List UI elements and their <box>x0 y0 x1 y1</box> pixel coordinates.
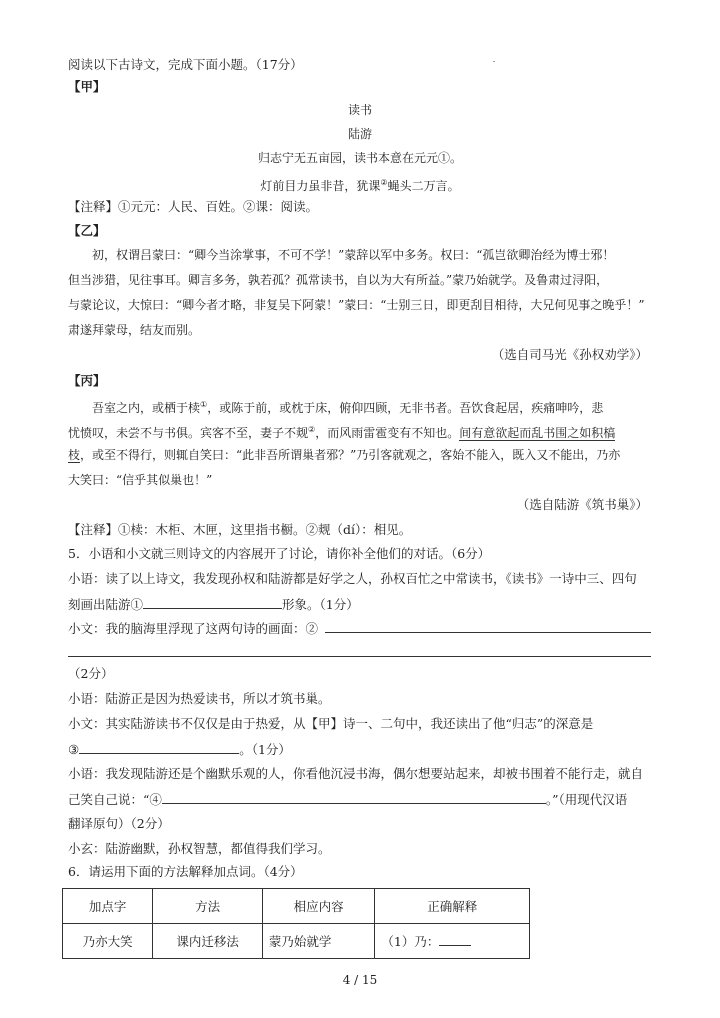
q6-prompt: 6．请运用下面的方法解释加点词。（4分） <box>68 864 303 879</box>
answer-blank-4[interactable] <box>162 790 546 804</box>
section-yi-label: 【乙】 <box>68 223 106 238</box>
answer-blank-3[interactable] <box>79 740 239 754</box>
section-yi-line-3: 与蒙论议，大惊曰：“卿今者才略，非复吴下阿蒙！”蒙曰：“士别三日，即更刮目相待，大兄何见事之晚乎！” <box>68 298 645 312</box>
page-number: 4 / 15 <box>342 973 378 987</box>
section-bing-line-2 <box>68 421 615 442</box>
poem-title: 读书 <box>347 103 372 117</box>
answer-cell[interactable] <box>375 924 530 959</box>
section-yi-line-2: 但当涉猎，见往事耳。卿言多务，孰若孤？孤常读书，自以为大有所益。”蒙乃始就学。及鲁肃过浔阳， <box>68 273 609 287</box>
poem-author: 陆游 <box>347 127 372 141</box>
q5-line-4: （2分） <box>68 666 114 681</box>
section-bing-source: （选自陆游《筑书巢》） <box>516 497 648 512</box>
section-yi-line-1: 初，权谓吕蒙曰：“卿今当涂掌事，不可不学！”蒙辞以军中多务。权曰：“孤岂欲卿治经为博士邪！ <box>92 248 615 262</box>
q5-prompt: 5．小语和小文就三则诗文的内容展开了讨论，请你补全他们的对话。（6分） <box>68 546 491 561</box>
answer-blank-1[interactable] <box>143 595 282 609</box>
table-cell: 乃亦大笑 <box>63 924 153 959</box>
poem-line-2-part-a: 灯前目力虽非昔，犹课 <box>260 179 381 193</box>
underlined-sentence-part-1: 间有意欲起而乱书围之如积槁 <box>459 426 616 440</box>
answer-cell-label: （1）乃： <box>381 934 440 949</box>
underlined-sentence-part-2: 枝 <box>68 448 81 462</box>
q5-line-8: 小语：我发现陆游还是个幽默乐观的人，你看他沉浸书海，偶尔想要站起来，却被书围着不能行走，就自 <box>68 766 644 781</box>
poem-line-1: 归志宁无五亩园，读书本意在元元①。 <box>257 151 462 165</box>
table-header-row <box>63 889 530 924</box>
table-cell: 课内迁移法 <box>153 924 263 959</box>
q5-line-9 <box>68 790 627 809</box>
q5-line-9-tail: 。”（用现代汉语 <box>545 792 628 807</box>
section-bing-line-1-part-b: ，或陈于前，或枕于床，俯仰四顾，无非书者。吾饮食起居，疾痛呻吟，悲 <box>207 401 604 415</box>
section-bing-line-2-superscript: ② <box>308 425 316 434</box>
q5-line-10: 翻译原句）（2分） <box>68 816 170 831</box>
section-bing-line-4: 大笑曰：“信乎其似巢也！” <box>68 473 213 487</box>
poem-line-2-superscript: ② <box>380 178 388 187</box>
table-cell: 蒙乃始就学 <box>262 924 375 959</box>
q5-line-7-tail: 。（1分） <box>239 742 291 757</box>
q5-line-1: 小语：读了以上诗文，我发现孙权和陆游都是好学之人，孙权百忙之中常读书，《读书》一诗中三、四句 <box>68 571 637 586</box>
q5-line-5: 小语：陆游正是因为热爱读书，所以才筑书巢。 <box>68 691 331 706</box>
poem-line-2 <box>0 174 720 195</box>
section-bing-line-2-part-a: 忧愤叹，未尝不与书俱。宾客不至，妻子不觌 <box>68 426 309 440</box>
method-table <box>62 888 530 959</box>
table-row <box>63 924 530 959</box>
q5-line-7-lead: ③ <box>68 742 80 757</box>
answer-blank-5[interactable] <box>439 932 471 946</box>
answer-blank-2-continued[interactable] <box>68 656 651 657</box>
q5-line-3 <box>68 620 318 638</box>
intro-text: 阅读以下古诗文，完成下面小题。（17分） <box>68 57 303 72</box>
section-bing-line-1-superscript: ① <box>200 400 208 409</box>
q5-line-6: 小文：其实陆游读书不仅仅是由于热爱，从【甲】诗一、二句中，我还读出了他“归志”的深意是 <box>68 716 594 731</box>
section-yi-source: （选自司马光《孙权劝学》） <box>491 347 648 362</box>
section-bing-line-1-part-a: 吾室之内，或栖于椟 <box>92 401 201 415</box>
q5-line-2-tail: 形象。（1分） <box>282 597 359 612</box>
q5-line-11: 小玄：陆游幽默，孙权智慧，都值得我们学习。 <box>68 841 331 856</box>
section-yi-line-4: 肃遂拜蒙母，结友而别。 <box>68 323 201 337</box>
section-bing-line-3-rest: ，或至不得行，则辄自笑曰：“此非吾所谓巢者邪？”乃引客就观之，客始不能入，既入又不能出，乃亦 <box>80 448 621 462</box>
section-jia-label: 【甲】 <box>68 79 106 94</box>
q5-line-3-text: 小文：我的脑海里浮现了这两句诗的画面：② <box>68 621 319 636</box>
table-header: 加点字 <box>63 889 153 924</box>
section-jia-note: 【注释】①元元：人民、百姓。②课：阅读。 <box>68 199 319 214</box>
answer-blank-2[interactable] <box>325 632 651 633</box>
section-bing-line-2-part-b: ，而风雨雷雹变有不知也。 <box>315 426 460 440</box>
section-bing-line-1 <box>92 396 603 417</box>
section-bing-note: 【注释】①椟：木柜、木匣，这里指书橱。②觌（dí）：相见。 <box>68 522 412 537</box>
section-bing-label: 【丙】 <box>68 373 106 388</box>
table-header: 方法 <box>153 889 263 924</box>
table-header: 相应内容 <box>262 889 375 924</box>
q5-line-9-lead: 己笑自己说：“④ <box>68 792 162 807</box>
q5-line-2 <box>68 595 359 614</box>
q5-line-7 <box>68 740 291 759</box>
section-bing-line-3 <box>68 446 620 464</box>
table-header: 正确解释 <box>375 889 530 924</box>
poem-line-2-part-b: 蝇头二万言。 <box>387 179 460 193</box>
scan-speck <box>493 61 495 62</box>
q5-line-2-lead: 刻画出陆游① <box>68 597 144 612</box>
